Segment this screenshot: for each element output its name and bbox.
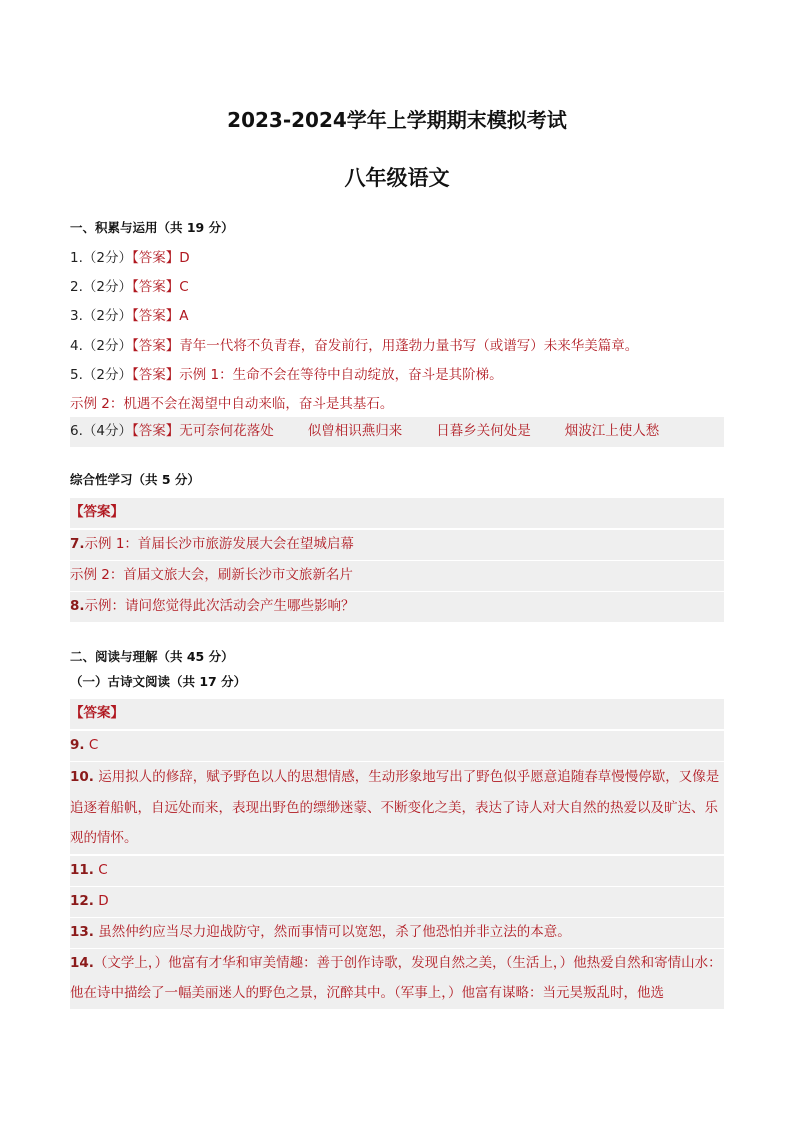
question-number: 3.（2分） <box>70 308 132 324</box>
answer-line-q13 <box>70 918 724 948</box>
answer-text: 似曾相识燕归来 <box>307 423 403 439</box>
section-heading-reading: 二、阅读与理解（共 45 分） <box>70 649 234 664</box>
answer-tag: 【答案】 <box>131 338 180 354</box>
answer-text: （文学上，）他富有才华和审美情趣：善于创作诗歌，发现自然之美，（生活上，）他热爱自然和寄情山水：他在诗中描绘了一幅美丽迷人的野色之景，沉醉其中。（军事上，）他富有谋略：当元昊叛乱时，他选 <box>70 955 722 1001</box>
answer-tag: 【答案】 <box>131 250 180 266</box>
exam-subtitle: 八年级语文 <box>344 166 450 190</box>
answer-text: 示例 1：生命不会在等待中自动绽放，奋斗是其阶梯。 <box>179 367 503 383</box>
answer-text: 运用拟人的修辞，赋予野色以人的思想情感，生动形象地写出了野色似乎愿意追随春草慢慢停歇，又像是追逐着船帆，自远处而来，表现出野色的缥缈迷蒙、不断变化之美，表达了诗人对大自然的热爱以及旷达、乐观的情怀。 <box>70 769 720 846</box>
answer-text: 烟波江上使人愁 <box>564 423 660 439</box>
answer-text: 示例 2：首届文旅大会，刷新长沙市文旅新名片 <box>70 567 353 583</box>
answer-line-q14 <box>70 949 724 1009</box>
subsection-heading-classical: （一）古诗文阅读（共 17 分） <box>70 674 247 689</box>
question-number: 10. <box>70 769 94 785</box>
question-number: 8. <box>70 598 85 614</box>
answer-tag-line <box>70 699 724 729</box>
question-number: 12. <box>70 893 94 909</box>
answer-tag: 【答案】 <box>70 504 124 520</box>
question-number: 11. <box>70 862 94 878</box>
question-number: 4.（2分） <box>70 338 132 354</box>
answer-line-q7-example2 <box>70 561 724 591</box>
question-number: 2.（2分） <box>70 279 132 295</box>
answer-tag: 【答案】 <box>131 279 180 295</box>
answer-tag: 【答案】 <box>131 308 180 324</box>
answer-line-q2 <box>70 273 724 301</box>
answer-text: A <box>179 308 189 324</box>
answer-line-q9 <box>70 731 724 761</box>
answer-line-q6 <box>70 417 724 447</box>
answer-line-q8 <box>70 592 724 622</box>
question-number: 13. <box>70 924 94 940</box>
answer-text: 示例 1：首届长沙市旅游发展大会在望城启幕 <box>84 536 354 552</box>
section-heading-comprehensive: 综合性学习（共 5 分） <box>70 472 200 487</box>
answer-text: D <box>179 250 190 266</box>
question-number: 5.（2分） <box>70 367 132 383</box>
exam-title: 2023-2024学年上学期期末模拟考试 <box>227 108 567 132</box>
answer-line-q3 <box>70 302 724 330</box>
question-number: 7. <box>70 536 85 552</box>
answer-line-q5 <box>70 361 724 389</box>
answer-line-q4 <box>70 332 724 360</box>
answer-text: C <box>88 737 99 753</box>
answer-text: 虽然仲约应当尽力迎战防守，然而事情可以宽恕，杀了他恐怕并非立法的本意。 <box>98 924 571 940</box>
answer-tag: 【答案】 <box>131 367 180 383</box>
answer-line-q10 <box>70 762 724 854</box>
answer-text: 无可奈何花落处 <box>179 423 274 439</box>
answer-text: 日暮乡关何处是 <box>436 423 531 439</box>
section-heading-accumulation: 一、积累与运用（共 19 分） <box>70 220 234 235</box>
question-number: 9. <box>70 737 85 753</box>
answer-text: C <box>179 279 189 295</box>
answer-line-q1 <box>70 244 724 272</box>
answer-tag: 【答案】 <box>131 423 180 439</box>
question-number: 14. <box>70 955 94 971</box>
answer-text: 示例：请问您觉得此次活动会产生哪些影响？ <box>84 598 355 614</box>
question-number: 6.（4分） <box>70 423 132 439</box>
answer-line-q5-example2: 示例 2：机遇不会在渴望中自动来临，奋斗是其基石。 <box>70 396 394 412</box>
answer-line-q11 <box>70 856 724 886</box>
answer-text: C <box>98 862 108 878</box>
answer-tag: 【答案】 <box>70 705 124 721</box>
answer-line-q7 <box>70 530 724 560</box>
answer-text: 青年一代将不负青春，奋发前行，用蓬勃力量书写（或谱写）未来华美篇章。 <box>179 338 639 354</box>
answer-line-q12 <box>70 887 724 917</box>
question-number: 1.（2分） <box>70 250 132 266</box>
answer-text: D <box>98 893 109 909</box>
answer-tag-line <box>70 498 724 528</box>
